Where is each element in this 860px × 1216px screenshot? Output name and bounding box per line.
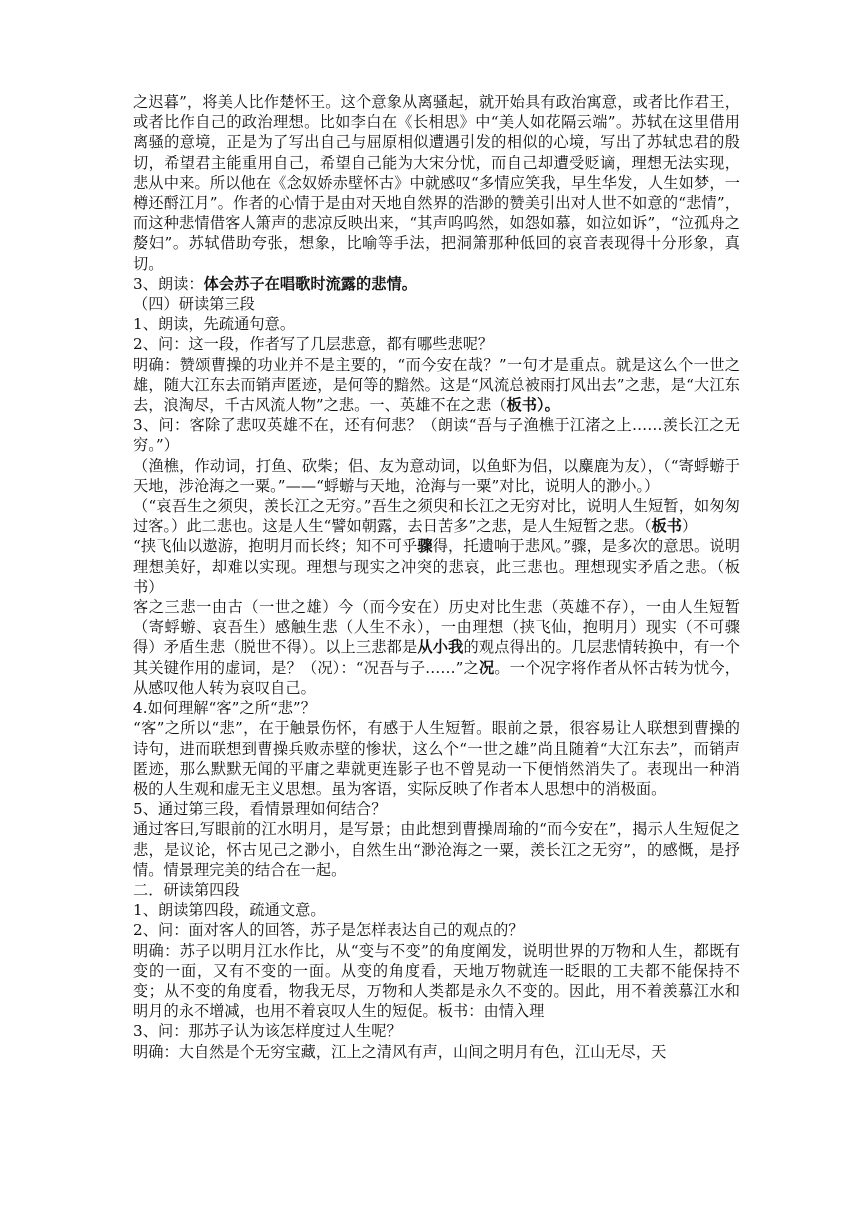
bold-text: 骤 <box>417 537 433 556</box>
paragraph <box>133 819 740 880</box>
text-run: （“哀吾生之须臾，羡长江之无穷。”吾生之须臾和长江之无穷对比，说明人生短暂，如匆匆过客。）此二悲也。这是人生“譬如朝露，去日苦多”之悲，是人生短暂之悲。（ <box>133 497 740 536</box>
paragraph <box>133 698 740 718</box>
bold-text: 体会苏子在唱歌时流露的悲情。 <box>203 274 417 293</box>
text-run: 通过客曰,写眼前的江水明月，是写景；由此想到曹操周瑜的“而今安在”，揭示人生短促之悲，是议论，怀古见己之渺小，自然生出“渺沧海之一粟，羡长江之无穷”，的感慨，是抒情。情景理完美的结合在一起。 <box>133 820 740 879</box>
paragraph <box>133 900 740 920</box>
text-run: 5、通过第三段，看情景理如何结合？ <box>133 800 387 819</box>
document-page <box>133 92 740 1062</box>
paragraph <box>133 456 740 496</box>
text-run: 明确：赞颂曹操的功业并不是主要的，“而今安在哉？”一句才是重点。就是这么个一世之雄，随大江东去而销声匿迹，是何等的黯然。这是“风流总被雨打风出去”之悲，是“大江东去，浪淘尽，千古风流人物”之悲。一、英雄不在之悲（ <box>133 355 740 415</box>
text-run: 4.如何理解“客”之所“悲”？ <box>133 699 316 718</box>
paragraph <box>133 1021 740 1041</box>
paragraph <box>133 334 740 354</box>
text-run: 之迟暮”，将美人比作楚怀王。这个意象从离骚起，就开始具有政治寓意，或者比作君王，或者比作自己的政治理想。比如李白在《长相思》中“美人如花隔云端”。苏轼在这里借用离骚的意境，正是为了写出自己与屈原相似遭遇引发的相似的心境，写出了苏轼忠君的殷切，希望君主能重用自己，希望自己能为大宋分忧，而自己却遭受贬谪，理想无法实现，悲从中来。所以他在《念奴娇赤壁怀古》中就感叹“多情应笑我，早生华发，人生如梦，一樽还酹江月”。作者的心情于是由对天地自然界的浩渺的赞美引出对人世不如意的“悲情”，而这种悲情借客人箫声的悲凉反映出来，“其声呜呜然，如怨如慕，如泣如诉”，“泣孤舟之嫠妇”。苏轼借助夸张，想象，比喻等手法，把洞箫那种低回的哀音表现得十分形象，真切。 <box>133 93 740 273</box>
paragraph <box>133 496 740 536</box>
text-run: 2、问：这一段，作者写了几层悲意，都有哪些悲呢？ <box>133 335 494 354</box>
paragraph <box>133 355 740 416</box>
text-run: 明确：苏子以明月江水作比，从“变与不变”的角度阐发，说明世界的万物和人生，都既有变的一面，又有不变的一面。从变的角度看，天地万物就连一眨眼的工夫都不能保持不变；从不变的角度看，物我无尽，万物和人类都是永久不变的。因此，用不着羡慕江水和明月的永不增减，也用不着哀叹人生的短促。板书：由情入理 <box>133 941 740 1021</box>
bold-text: 况 <box>478 658 495 677</box>
text-run: “挟飞仙以遨游，抱明月而长终；知不可乎 <box>133 537 418 556</box>
paragraph <box>133 718 740 799</box>
text-run: 3、朗读： <box>133 274 204 293</box>
text-run: 的观点得出的。几层悲情转换中，有一个其关键作用的虚词，是？（况）：“况吾与子……”之 <box>133 638 740 677</box>
text-run: “客”之所以“悲”，在于触景伤怀，有感于人生短暂。眼前之景，很容易让人联想到曹操的诗句，进而联想到曹操兵败赤壁的惨状，这么个“一世之雄”尚且随着“大江东去”，而销声匿迹，那么默默无闻的平庸之辈就更连影子也不曾晃动一下便悄然消失了。表现出一种消极的人生观和虚无主义思想。虽为客语，实际反映了作者本人思想中的消极面。 <box>133 719 740 798</box>
text-run: 明确：大自然是个无穷宝藏，江上之清风有声，山间之明月有色，江山无尽，天 <box>133 1042 667 1061</box>
paragraph <box>133 415 740 455</box>
paragraph <box>133 880 740 900</box>
paragraph <box>133 920 740 940</box>
paragraph <box>133 274 740 294</box>
paragraph <box>133 1042 740 1062</box>
text-run: 1、朗读第四段，疏通文意。 <box>133 901 326 920</box>
text-run: 客之三悲一由古（一世之雄）今（而今安在）历史对比生悲（英雄不存），一由人生短暂（寄蜉蝣、哀吾生）感触生悲（人生不永），一由理想（挟飞仙，抱明月）现实（不可骤得）矛盾生悲（脱世不得）。以上三悲都是 <box>133 598 740 657</box>
text-run: 1、朗读，先疏通句意。 <box>133 315 296 334</box>
text-run: 3、问：那苏子认为该怎样度过人生呢？ <box>133 1022 402 1041</box>
text-run: 3、问：客除了悲叹英雄不在，还有何悲？（朗读“吾与子渔樵于江渚之上……羡长江之无穷。”） <box>133 416 740 455</box>
bold-text: 板书）。 <box>506 396 560 415</box>
text-run: 二．研读第四段 <box>133 880 240 899</box>
text-run: （渔樵，作动词，打鱼、砍柴；侣、友为意动词，以鱼虾为侣，以麋鹿为友），（“寄蜉蝣于天地，涉沧海之一粟。”——“蜉蝣与天地，沧海与一粟”对比，说明人的渺小。） <box>133 456 740 495</box>
bold-text: 从小我 <box>417 638 464 657</box>
paragraph <box>133 314 740 334</box>
text-run: ） <box>682 517 698 536</box>
text-run: 。一个况字将作者从怀古转为忧今，从感叹他人转为哀叹自己。 <box>133 658 740 697</box>
text-run: （四）研读第三段 <box>133 295 255 314</box>
bold-text: 板书 <box>651 517 682 536</box>
paragraph <box>133 294 740 314</box>
paragraph <box>133 941 740 1022</box>
text-run: 2、问：面对客人的回答，苏子是怎样表达自己的观点的？ <box>133 921 524 940</box>
paragraph <box>133 536 740 597</box>
paragraph <box>133 799 740 819</box>
paragraph <box>133 597 740 698</box>
paragraph <box>133 92 740 274</box>
text-run: 得，托遗响于悲风。”骤，是多次的意思。说明理想美好，却难以实现。理想与现实之冲突的悲哀，此三悲也。理想现实矛盾之悲。（板书） <box>133 537 740 596</box>
